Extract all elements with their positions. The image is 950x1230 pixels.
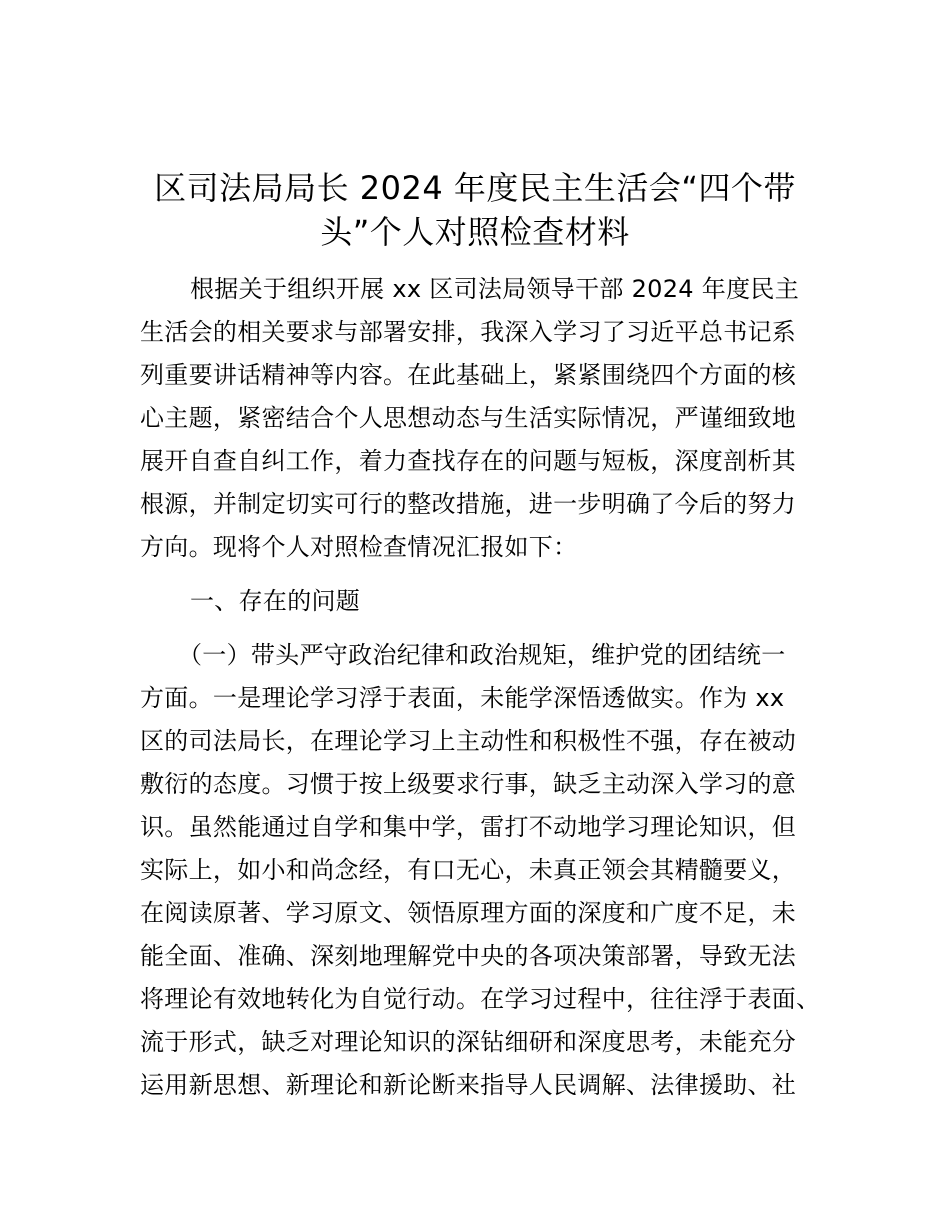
subsection-line: （一）带头严守政治纪律和政治规矩，维护党的团结统一 bbox=[178, 641, 786, 669]
paragraph-intro-line: 生活会的相关要求与部署安排，我深入学习了习近平总书记系 bbox=[140, 318, 797, 346]
title-line-2: 头”个人对照检查材料 bbox=[320, 213, 630, 251]
subsection-line: 方面。一是理论学习浮于表面，未能学深悟透做实。作为 xx bbox=[140, 684, 785, 712]
paragraph-intro-line: 心主题，紧密结合个人思想动态与生活实际情况，严谨细致地 bbox=[140, 404, 797, 432]
subsection-line: 在阅读原著、学习原文、领悟原理方面的深度和广度不足，未 bbox=[140, 899, 797, 927]
subsection-line: 将理论有效地转化为自觉行动。在学习过程中，往往浮于表面、 bbox=[140, 985, 821, 1013]
subsection-line: 实际上，如小和尚念经，有口无心，未真正领会其精髓要义， bbox=[140, 856, 797, 884]
title-line-1: 区司法局局长 2024 年度民主生活会“四个带 bbox=[154, 169, 796, 207]
subsection-line: 区的司法局长，在理论学习上主动性和积极性不强，存在被动 bbox=[140, 727, 797, 755]
paragraph-intro-line: 展开自查自纠工作，着力查找存在的问题与短板，深度剖析其 bbox=[140, 447, 797, 475]
subsection-line: 流于形式，缺乏对理论知识的深钻细研和深度思考，未能充分 bbox=[140, 1028, 797, 1056]
section-heading: 一、存在的问题 bbox=[190, 587, 361, 615]
subsection-line: 运用新思想、新理论和新论断来指导人民调解、法律援助、社 bbox=[140, 1071, 797, 1099]
paragraph-intro-line: 根源，并制定切实可行的整改措施，进一步明确了今后的努力 bbox=[140, 490, 797, 518]
subsection-line: 识。虽然能通过自学和集中学，雷打不动地学习理论知识，但 bbox=[140, 813, 797, 841]
subsection-line: 能全面、准确、深刻地理解党中央的各项决策部署，导致无法 bbox=[140, 942, 797, 970]
paragraph-intro-line: 根据关于组织开展 xx 区司法局领导干部 2024 年度民主 bbox=[190, 275, 799, 303]
paragraph-intro-line: 方向。现将个人对照检查情况汇报如下： bbox=[140, 533, 578, 561]
paragraph-intro-line: 列重要讲话精神等内容。在此基础上，紧紧围绕四个方面的核 bbox=[140, 361, 797, 389]
document-title bbox=[140, 166, 810, 254]
subsection-line: 敷衍的态度。习惯于按上级要求行事，缺乏主动深入学习的意 bbox=[140, 770, 797, 798]
